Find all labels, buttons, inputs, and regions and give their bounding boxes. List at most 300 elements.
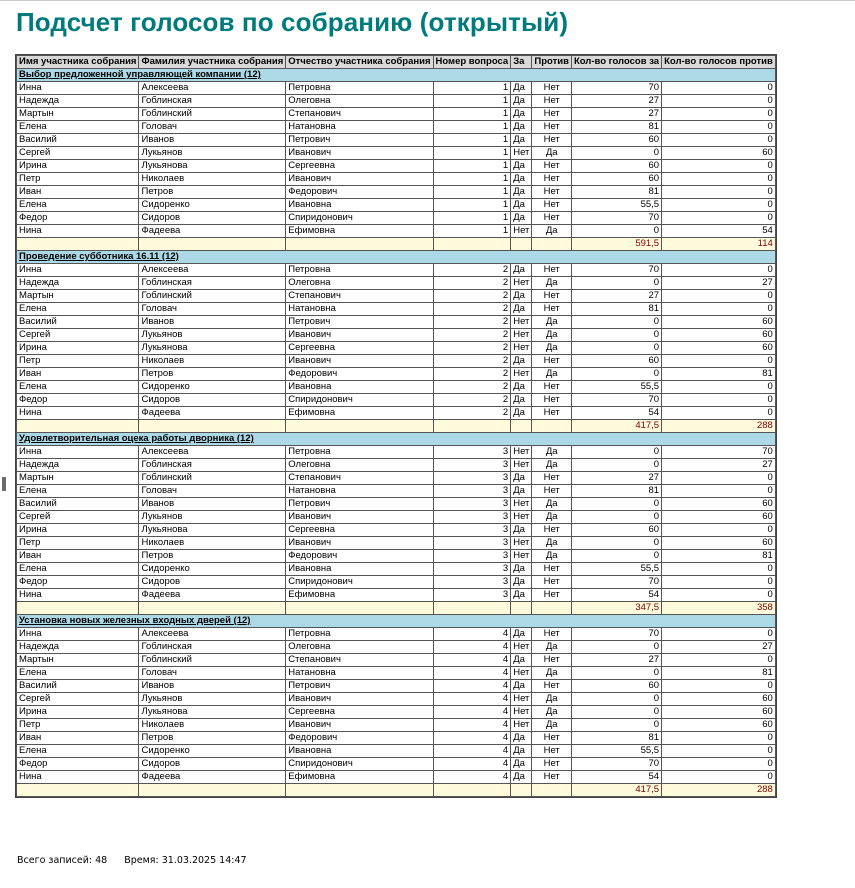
cell-question-number: 1 — [434, 199, 511, 211]
cell-last-name: Лукьянов — [139, 329, 285, 341]
column-header-votes-for[interactable]: Кол-во голосов за — [573, 56, 660, 67]
cell-votes-for: 70 — [572, 758, 661, 770]
cell-last-name: Иванов — [139, 680, 285, 692]
cell-patronymic: Петровна — [286, 628, 432, 640]
cell-against: Да — [532, 342, 571, 354]
group-header-row — [17, 251, 775, 263]
cell-votes-for: 0 — [572, 225, 661, 237]
cell-patronymic: Олеговна — [286, 459, 432, 471]
cell-question-number: 2 — [434, 316, 511, 328]
cell-against: Нет — [532, 355, 571, 367]
cell-votes-against: 60 — [662, 511, 775, 523]
group-header-row — [17, 69, 775, 81]
table-row — [17, 186, 775, 198]
cell-first-name: Василий — [17, 134, 138, 146]
cell-votes-against: 0 — [662, 121, 775, 133]
cell-question-number: 1 — [434, 186, 511, 198]
cell-votes-for: 0 — [572, 719, 661, 731]
cell-patronymic: Сергеевна — [286, 706, 432, 718]
column-header-for[interactable]: За — [511, 56, 531, 68]
cell-votes-against: 60 — [662, 147, 775, 159]
cell-votes-against: 60 — [662, 537, 775, 549]
cell-question-number: 4 — [434, 641, 511, 653]
table-row — [17, 758, 775, 770]
table-row — [17, 264, 775, 276]
cell-last-name: Николаев — [139, 719, 285, 731]
cell-for: Нет — [513, 446, 530, 457]
group-title-link[interactable]: Выбор предложенной управляющей компании (12) — [19, 69, 261, 80]
cell-first-name: Елена — [17, 303, 138, 315]
cell-votes-for: 70 — [572, 212, 661, 224]
cell-question-number: 4 — [434, 758, 511, 770]
table-row — [17, 381, 775, 393]
table-row — [17, 446, 775, 458]
cell-against: Нет — [532, 628, 571, 640]
cell-against: Нет — [532, 485, 571, 497]
cell-against: Да — [532, 537, 571, 549]
cell-patronymic: Иванович — [286, 537, 432, 549]
cell-patronymic: Ефимовна — [286, 771, 432, 783]
cell-against: Нет — [532, 680, 571, 692]
cell-votes-for: 60 — [572, 173, 661, 185]
cell-patronymic: Степанович — [286, 654, 432, 666]
cell-question-number: 4 — [434, 654, 511, 666]
cell-votes-for: 0 — [572, 329, 661, 341]
cell-votes-for: 0 — [572, 342, 661, 354]
cell-first-name: Надежда — [17, 641, 138, 653]
table-row — [17, 277, 775, 289]
total-empty-cell — [286, 602, 432, 614]
cell-votes-for: 0 — [572, 316, 661, 328]
cell-last-name: Лукьянов — [139, 147, 285, 159]
cell-for: Да — [511, 303, 531, 315]
cell-votes-for: 27 — [572, 108, 661, 120]
cell-last-name: Иванов — [139, 316, 285, 328]
cell-votes-for: 0 — [572, 706, 661, 718]
cell-question-number: 2 — [434, 381, 511, 393]
cell-first-name: Федор — [17, 212, 138, 224]
cell-for: Да — [511, 199, 531, 211]
cell-last-name: Головач — [139, 667, 285, 679]
cell-first-name: Елена — [17, 381, 138, 393]
cell-votes-against: 0 — [662, 355, 775, 367]
cell-against: Нет — [532, 407, 571, 419]
cell-votes-against: 60 — [662, 719, 775, 731]
cell-votes-against: 0 — [662, 108, 775, 120]
cell-question-number: 2 — [434, 303, 511, 315]
cell-first-name: Василий — [17, 316, 138, 328]
column-header-against[interactable]: Против — [534, 56, 569, 67]
total-empty-cell — [286, 420, 432, 432]
cell-for: Нет — [513, 329, 530, 340]
group-header-cell — [17, 615, 775, 627]
cell-votes-against: 0 — [662, 212, 775, 224]
cell-votes-for: 60 — [572, 355, 661, 367]
cell-question-number: 2 — [434, 264, 511, 276]
cell-question-number: 4 — [434, 667, 511, 679]
cell-last-name: Лукьянова — [139, 342, 285, 354]
cell-votes-for: 70 — [572, 628, 661, 640]
cell-votes-against: 27 — [662, 641, 775, 653]
cell-votes-for: 55,5 — [572, 563, 661, 575]
cell-votes-for: 70 — [572, 394, 661, 406]
cell-votes-against: 81 — [662, 550, 775, 562]
cell-votes-for: 27 — [572, 290, 661, 302]
cell-against: Да — [532, 719, 571, 731]
cell-votes-for: 54 — [572, 771, 661, 783]
cell-votes-against: 0 — [662, 472, 775, 484]
table-row — [17, 641, 775, 653]
cell-last-name: Алексеева — [139, 264, 285, 276]
cell-last-name: Фадеева — [139, 589, 285, 601]
table-row — [17, 212, 775, 224]
table-row — [17, 199, 775, 211]
group-total-row — [17, 238, 775, 250]
cell-first-name: Иван — [17, 186, 138, 198]
cell-first-name: Сергей — [17, 147, 138, 159]
column-header-question-number[interactable]: Номер вопроса — [435, 56, 509, 67]
cell-votes-against: 0 — [662, 290, 775, 302]
cell-votes-against: 0 — [662, 394, 775, 406]
group-header-row — [17, 615, 775, 627]
cell-votes-against: 0 — [662, 680, 775, 692]
cell-patronymic: Сергеевна — [286, 524, 432, 536]
cell-patronymic: Ефимовна — [286, 589, 432, 601]
cell-for: Нет — [513, 693, 530, 704]
cell-last-name: Гоблинская — [139, 95, 285, 107]
cell-votes-for: 81 — [572, 485, 661, 497]
column-header-last-name[interactable]: Фамилия участника собрания — [141, 56, 284, 67]
cell-first-name: Петр — [17, 173, 138, 185]
cell-last-name: Лукьянова — [139, 524, 285, 536]
cell-for: Нет — [513, 719, 530, 730]
cell-first-name: Петр — [17, 537, 138, 549]
cell-votes-for: 54 — [572, 407, 661, 419]
total-empty-cell — [511, 238, 531, 250]
cell-last-name: Петров — [139, 732, 285, 744]
cell-patronymic: Иванович — [286, 511, 432, 523]
cell-first-name: Сергей — [17, 693, 138, 705]
cell-last-name: Иванов — [139, 134, 285, 146]
cell-last-name: Сидоров — [139, 758, 285, 770]
cell-votes-against: 0 — [662, 407, 775, 419]
cell-question-number: 1 — [434, 173, 511, 185]
table-row — [17, 329, 775, 341]
cell-votes-against: 0 — [662, 628, 775, 640]
cell-patronymic: Олеговна — [286, 95, 432, 107]
table-row — [17, 654, 775, 666]
cell-last-name: Фадеева — [139, 225, 285, 237]
cell-for: Да — [511, 563, 531, 575]
cell-for: Да — [511, 407, 531, 419]
cell-question-number: 4 — [434, 719, 511, 731]
cell-votes-for: 55,5 — [572, 745, 661, 757]
table-row — [17, 368, 775, 380]
cell-against: Да — [532, 147, 571, 159]
cell-for: Да — [511, 732, 531, 744]
cell-votes-against: 0 — [662, 173, 775, 185]
cell-question-number: 3 — [434, 563, 511, 575]
group-header-row — [17, 433, 775, 445]
cell-votes-against: 0 — [662, 771, 775, 783]
cell-for: Нет — [513, 225, 530, 236]
cell-votes-against: 0 — [662, 589, 775, 601]
cell-for: Да — [511, 654, 531, 666]
cell-votes-for: 81 — [572, 732, 661, 744]
cell-for: Да — [511, 82, 531, 94]
cell-for: Нет — [513, 459, 530, 470]
cell-patronymic: Ефимовна — [286, 225, 432, 237]
cell-first-name: Петр — [17, 355, 138, 367]
cell-for: Да — [511, 680, 531, 692]
cell-votes-for: 55,5 — [572, 381, 661, 393]
cell-question-number: 1 — [434, 225, 511, 237]
cell-votes-against: 0 — [662, 95, 775, 107]
table-row — [17, 550, 775, 562]
cell-question-number: 1 — [434, 160, 511, 172]
table-row — [17, 680, 775, 692]
report-time: Время: 31.03.2025 14:47 — [124, 855, 247, 866]
cell-votes-against: 0 — [662, 82, 775, 94]
total-empty-cell — [434, 602, 511, 614]
page-title: Подсчет голосов по собранию (открытый) — [16, 7, 569, 37]
cell-against: Нет — [532, 576, 571, 588]
cell-question-number: 2 — [434, 290, 511, 302]
cell-question-number: 1 — [434, 134, 511, 146]
cell-for: Нет — [513, 706, 530, 717]
table-row — [17, 745, 775, 757]
cell-against: Да — [532, 667, 571, 679]
cell-patronymic: Федорович — [286, 186, 432, 198]
cell-votes-for: 0 — [572, 147, 661, 159]
table-row — [17, 108, 775, 120]
cell-last-name: Фадеева — [139, 407, 285, 419]
cell-votes-for: 81 — [572, 303, 661, 315]
cell-patronymic: Иванович — [286, 329, 432, 341]
cell-against: Нет — [532, 121, 571, 133]
column-header-first-name[interactable]: Имя участника собрания — [19, 56, 137, 67]
cell-question-number: 2 — [434, 368, 511, 380]
cell-patronymic: Петрович — [286, 498, 432, 510]
cell-votes-against: 0 — [662, 199, 775, 211]
cell-first-name: Мартын — [17, 290, 138, 302]
cell-patronymic: Федорович — [286, 368, 432, 380]
total-empty-cell — [139, 784, 285, 796]
cell-first-name: Сергей — [17, 511, 138, 523]
vote-count-table — [15, 54, 777, 798]
cell-patronymic: Натановна — [286, 667, 432, 679]
total-empty-cell — [511, 602, 531, 614]
cell-against: Нет — [532, 134, 571, 146]
cell-votes-for: 0 — [572, 446, 661, 458]
column-header-votes-against[interactable]: Кол-во голосов против — [664, 56, 773, 67]
cell-votes-for: 70 — [572, 576, 661, 588]
cell-votes-against: 0 — [662, 758, 775, 770]
table-row — [17, 537, 775, 549]
cell-last-name: Сидоренко — [139, 563, 285, 575]
column-header-patronymic[interactable]: Отчество участника собрания — [288, 56, 431, 67]
resize-handle[interactable] — [2, 477, 6, 491]
cell-votes-for: 0 — [572, 498, 661, 510]
cell-last-name: Гоблинская — [139, 641, 285, 653]
cell-against: Нет — [532, 524, 571, 536]
cell-patronymic: Петрович — [286, 680, 432, 692]
cell-first-name: Елена — [17, 667, 138, 679]
cell-question-number: 4 — [434, 745, 511, 757]
cell-first-name: Надежда — [17, 459, 138, 471]
cell-votes-against: 0 — [662, 485, 775, 497]
cell-votes-against: 60 — [662, 693, 775, 705]
top-divider — [0, 0, 855, 1]
cell-last-name: Петров — [139, 550, 285, 562]
cell-votes-against: 60 — [662, 316, 775, 328]
group-total-row — [17, 602, 775, 614]
cell-for: Да — [511, 173, 531, 185]
cell-against: Да — [532, 329, 571, 341]
cell-votes-against: 0 — [662, 160, 775, 172]
cell-votes-against: 81 — [662, 368, 775, 380]
cell-against: Нет — [532, 381, 571, 393]
table-body — [17, 69, 775, 796]
table-row — [17, 225, 775, 237]
cell-for: Да — [511, 355, 531, 367]
total-empty-cell — [139, 238, 285, 250]
cell-question-number: 4 — [434, 732, 511, 744]
cell-against: Нет — [532, 589, 571, 601]
cell-last-name: Алексеева — [139, 82, 285, 94]
table-row — [17, 628, 775, 640]
total-empty-cell — [434, 420, 511, 432]
cell-question-number: 1 — [434, 147, 511, 159]
table-row — [17, 563, 775, 575]
cell-last-name: Лукьянов — [139, 693, 285, 705]
cell-first-name: Иван — [17, 550, 138, 562]
cell-patronymic: Натановна — [286, 485, 432, 497]
cell-votes-against: 0 — [662, 264, 775, 276]
group-title-link[interactable]: Удовлетворительная оцека работы дворника (12) — [19, 433, 254, 444]
footer-status — [17, 855, 247, 866]
cell-first-name: Инна — [17, 82, 138, 94]
cell-question-number: 1 — [434, 121, 511, 133]
cell-votes-against: 0 — [662, 732, 775, 744]
cell-against: Нет — [532, 654, 571, 666]
cell-first-name: Нина — [17, 225, 138, 237]
cell-against: Нет — [532, 108, 571, 120]
table-row — [17, 693, 775, 705]
cell-votes-for: 0 — [572, 459, 661, 471]
cell-votes-for: 0 — [572, 641, 661, 653]
total-empty-cell — [139, 420, 285, 432]
cell-votes-for: 60 — [572, 134, 661, 146]
cell-patronymic: Петровна — [286, 82, 432, 94]
cell-question-number: 3 — [434, 550, 511, 562]
cell-first-name: Петр — [17, 719, 138, 731]
cell-votes-for: 60 — [572, 524, 661, 536]
cell-votes-for: 0 — [572, 693, 661, 705]
cell-question-number: 3 — [434, 485, 511, 497]
cell-for: Да — [511, 160, 531, 172]
cell-patronymic: Иванович — [286, 173, 432, 185]
total-empty-cell — [434, 784, 511, 796]
total-empty-cell — [511, 420, 531, 432]
cell-votes-against: 0 — [662, 654, 775, 666]
cell-for: Да — [511, 758, 531, 770]
cell-against: Да — [532, 498, 571, 510]
cell-for: Да — [511, 290, 531, 302]
table-row — [17, 316, 775, 328]
cell-first-name: Сергей — [17, 329, 138, 341]
group-total-row — [17, 784, 775, 796]
cell-against: Да — [532, 641, 571, 653]
cell-for: Да — [511, 134, 531, 146]
total-empty-cell — [532, 238, 571, 250]
cell-votes-for: 60 — [572, 160, 661, 172]
cell-last-name: Иванов — [139, 498, 285, 510]
cell-votes-against: 0 — [662, 381, 775, 393]
cell-votes-for: 70 — [572, 82, 661, 94]
group-title-link[interactable]: Установка новых железных входных дверей (12) — [19, 615, 251, 626]
cell-question-number: 3 — [434, 537, 511, 549]
cell-votes-for: 60 — [572, 680, 661, 692]
cell-votes-for: 0 — [572, 511, 661, 523]
cell-first-name: Иван — [17, 732, 138, 744]
cell-for: Да — [511, 121, 531, 133]
cell-question-number: 1 — [434, 95, 511, 107]
cell-first-name: Федор — [17, 394, 138, 406]
cell-first-name: Нина — [17, 407, 138, 419]
group-title-link[interactable]: Проведение субботника 16.11 (12) — [19, 251, 179, 262]
cell-for: Да — [511, 524, 531, 536]
cell-patronymic: Сергеевна — [286, 160, 432, 172]
cell-patronymic: Иванович — [286, 693, 432, 705]
cell-question-number: 1 — [434, 212, 511, 224]
cell-against: Нет — [532, 732, 571, 744]
cell-last-name: Сидоренко — [139, 381, 285, 393]
cell-for: Да — [511, 264, 531, 276]
cell-patronymic: Натановна — [286, 121, 432, 133]
cell-question-number: 3 — [434, 446, 511, 458]
cell-first-name: Надежда — [17, 95, 138, 107]
cell-for: Да — [511, 212, 531, 224]
table-row — [17, 589, 775, 601]
cell-against: Да — [532, 277, 571, 289]
table-row — [17, 719, 775, 731]
cell-patronymic: Ивановна — [286, 563, 432, 575]
cell-votes-against: 0 — [662, 134, 775, 146]
table-header-row — [17, 56, 775, 68]
cell-last-name: Гоблинская — [139, 277, 285, 289]
cell-votes-for: 27 — [572, 95, 661, 107]
cell-patronymic: Петровна — [286, 264, 432, 276]
cell-against: Да — [532, 706, 571, 718]
cell-question-number: 3 — [434, 459, 511, 471]
table-row — [17, 485, 775, 497]
cell-first-name: Инна — [17, 446, 138, 458]
cell-patronymic: Ивановна — [286, 381, 432, 393]
table-row — [17, 147, 775, 159]
total-empty-cell — [139, 602, 285, 614]
cell-for: Нет — [513, 147, 530, 158]
cell-last-name: Гоблинский — [139, 472, 285, 484]
cell-against: Нет — [532, 290, 571, 302]
table-row — [17, 706, 775, 718]
total-votes-for: 347,5 — [572, 602, 661, 614]
table-row — [17, 121, 775, 133]
cell-patronymic: Степанович — [286, 290, 432, 302]
table-row — [17, 134, 775, 146]
table-row — [17, 342, 775, 354]
cell-last-name: Алексеева — [139, 446, 285, 458]
